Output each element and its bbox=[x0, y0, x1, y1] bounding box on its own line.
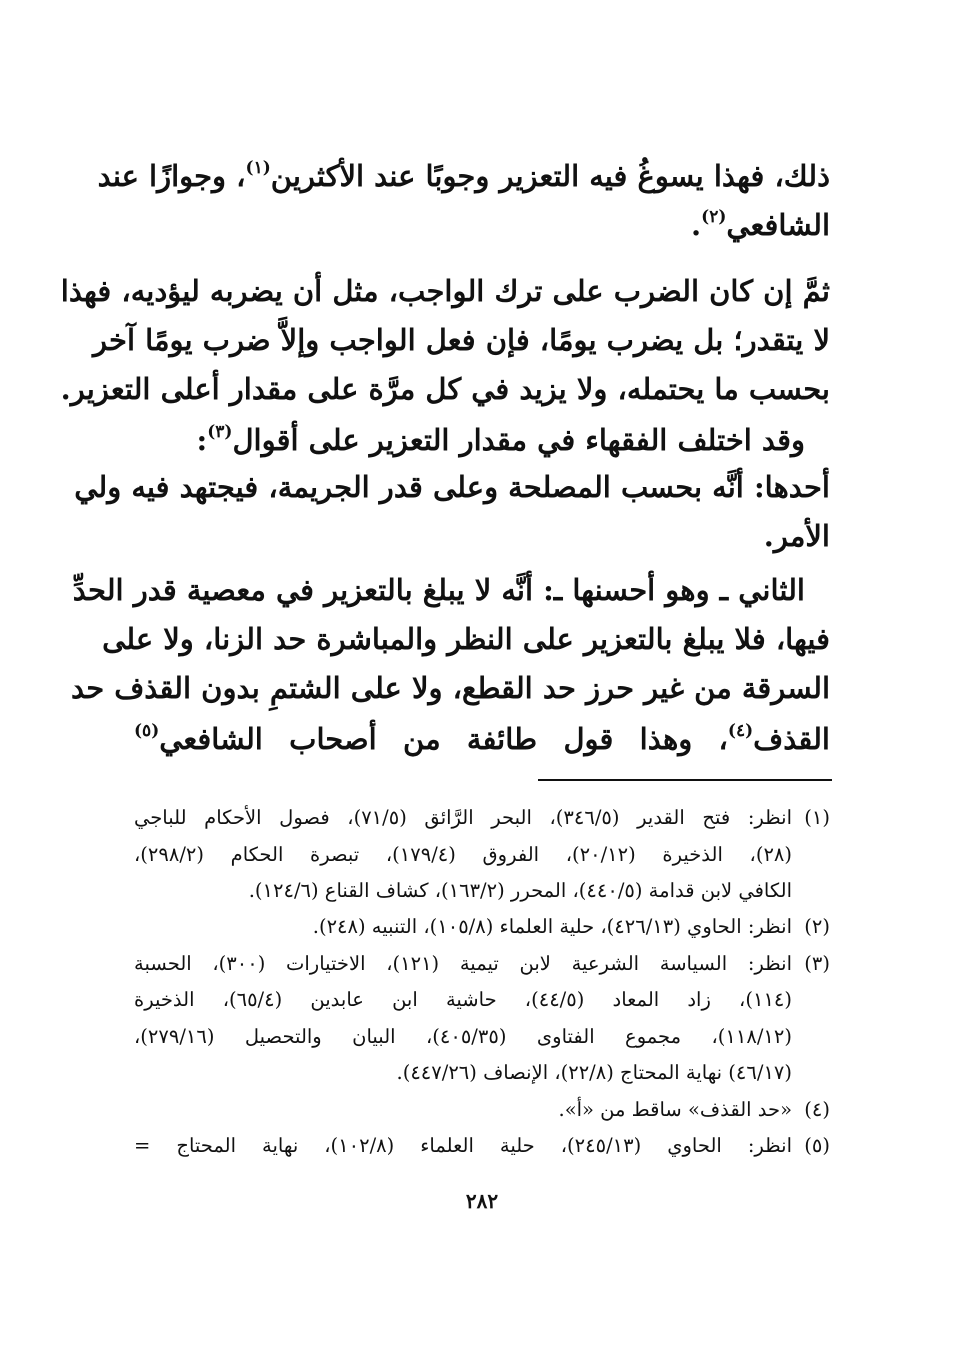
footnote-text: (١١٨/١٢)، مجموع الفتاوى (٤٠٥/٣٥)، البيان والتحصيل (٢٧٩/١٦)، bbox=[134, 1025, 792, 1048]
footnote bbox=[0, 954, 964, 978]
footnote-ref[interactable]: (٢) bbox=[701, 207, 727, 227]
body-text: الثاني ـ وهو أحسنها ـ: أنَّه لا يبلغ بالتعزير في معصية قدر الحدِّ bbox=[72, 573, 805, 607]
footnote-number: (١) bbox=[804, 806, 830, 829]
footnote-line bbox=[0, 881, 964, 905]
body-line bbox=[197, 424, 805, 455]
body-line bbox=[134, 723, 830, 754]
body-text: الأمر. bbox=[763, 519, 830, 553]
body-text: . bbox=[691, 208, 702, 242]
body-text: الشافعي bbox=[726, 208, 830, 242]
footnote bbox=[0, 917, 964, 941]
body-line bbox=[70, 671, 830, 705]
body-text: أحدها: أنَّه بحسب المصلحة وعلى قدر الجريمة، فيجتهد فيه ولي bbox=[74, 470, 830, 504]
footnote-text: الكافي لابن قدامة (٤٤٠/٥)، المحرر (١٦٣/٢)، كشاف القناع (١٢٤/٦). bbox=[248, 879, 792, 902]
body-text: : bbox=[196, 423, 208, 457]
footnote-ref[interactable]: (٣) bbox=[207, 422, 233, 442]
footnote-line bbox=[0, 845, 964, 869]
body-line bbox=[691, 209, 830, 240]
body-text: ثمَّ إن كان الضرب على ترك الواجب، مثل أن يضربه ليؤديه، فهذا bbox=[60, 274, 830, 308]
footnote-text: (٢٨)، الذخيرة (٢٠/١٢)، الفروق (١٧٩/٤)، تبصرة الحكام (٢٩٨/٢)، bbox=[134, 843, 792, 866]
body-line bbox=[72, 573, 805, 607]
footnote-text: انظر: الحاوي (٤٢٦/١٣)، حلية العلماء (١٠٥/٨)، التنبيه (٢٤٨). bbox=[312, 915, 792, 938]
footnote-number: (٣) bbox=[804, 952, 830, 975]
body-line bbox=[60, 274, 830, 308]
footnote-line bbox=[0, 1063, 964, 1087]
footnote-text: (١١٤)، زاد المعاد (٤٤/٥)، حاشية ابن عابدين (٦٥/٤)، الذخيرة bbox=[134, 988, 792, 1011]
footnote bbox=[0, 808, 964, 832]
body-line bbox=[763, 519, 830, 553]
body-line bbox=[74, 470, 830, 504]
footnote-number: (٥) bbox=[804, 1134, 830, 1157]
body-text: ذلك، فهذا يسوغُ فيه التعزير وجوبًا عند الأكثرين bbox=[270, 159, 830, 193]
footnote-ref[interactable]: (١) bbox=[245, 158, 271, 178]
footnote-separator bbox=[538, 779, 832, 781]
body-text: فيها، فلا يبلغ بالتعزير على النظر والمباشرة حد الزنا، ولا على bbox=[102, 622, 830, 656]
footnote-text: انظر: الحاوي (٢٤٥/١٣)، حلية العلماء (١٠٢/٨)، نهاية المحتاج = bbox=[134, 1134, 792, 1157]
footnote bbox=[0, 1136, 964, 1160]
body-line bbox=[97, 158, 830, 193]
footnote-ref[interactable]: (٤) bbox=[727, 721, 754, 741]
body-text: ، وجوازًا عند bbox=[97, 159, 246, 193]
footnote-line bbox=[0, 990, 964, 1014]
footnote-ref[interactable]: (٥) bbox=[134, 721, 160, 741]
body-line bbox=[102, 622, 830, 656]
body-line bbox=[60, 372, 830, 406]
body-text: وقد اختلف الفقهاء في مقدار التعزير على أقوال bbox=[232, 423, 805, 457]
footnote-number: (٤) bbox=[804, 1098, 830, 1121]
footnote-text: انظر: فتح القدير (٣٤٦/٥)، البحر الرَّائق (٧١/٥)، فصول الأحكام للباجي bbox=[134, 806, 793, 829]
body-text: السرقة من غير حرز حد القطع، ولا على الشتمِ بدون القذف حد bbox=[70, 671, 830, 705]
footnote-line bbox=[0, 1027, 964, 1051]
footnote-text: (٤٦/١٧) نهاية المحتاج (٢٢/٨)، الإنصاف (٤٤٧/٢٦). bbox=[396, 1061, 792, 1084]
body-text: لا يتقدر؛ بل يضرب يومًا، فإن فعل الواجب وإلاَّ ضرب يومًا آخر bbox=[93, 323, 830, 357]
body-text: بحسب ما يحتمله، ولا يزيد في كل مرَّة على مقدار أعلى التعزير. bbox=[60, 372, 830, 406]
footnote-text: انظر: السياسة الشرعية لابن تيمية (١٢١)، الاختيارات (٣٠٠)، الحسبة bbox=[134, 952, 793, 975]
footnote-number: (٢) bbox=[804, 915, 830, 938]
body-text: القذف bbox=[753, 722, 830, 756]
footnote bbox=[0, 1100, 964, 1124]
page-number: ٢٨٢ bbox=[465, 1189, 499, 1213]
footnote-text: «حد القذف» ساقط من «أ». bbox=[558, 1098, 792, 1121]
body-line bbox=[93, 323, 830, 357]
body-text: ، وهذا قول طائفة من أصحاب الشافعي bbox=[159, 722, 728, 756]
